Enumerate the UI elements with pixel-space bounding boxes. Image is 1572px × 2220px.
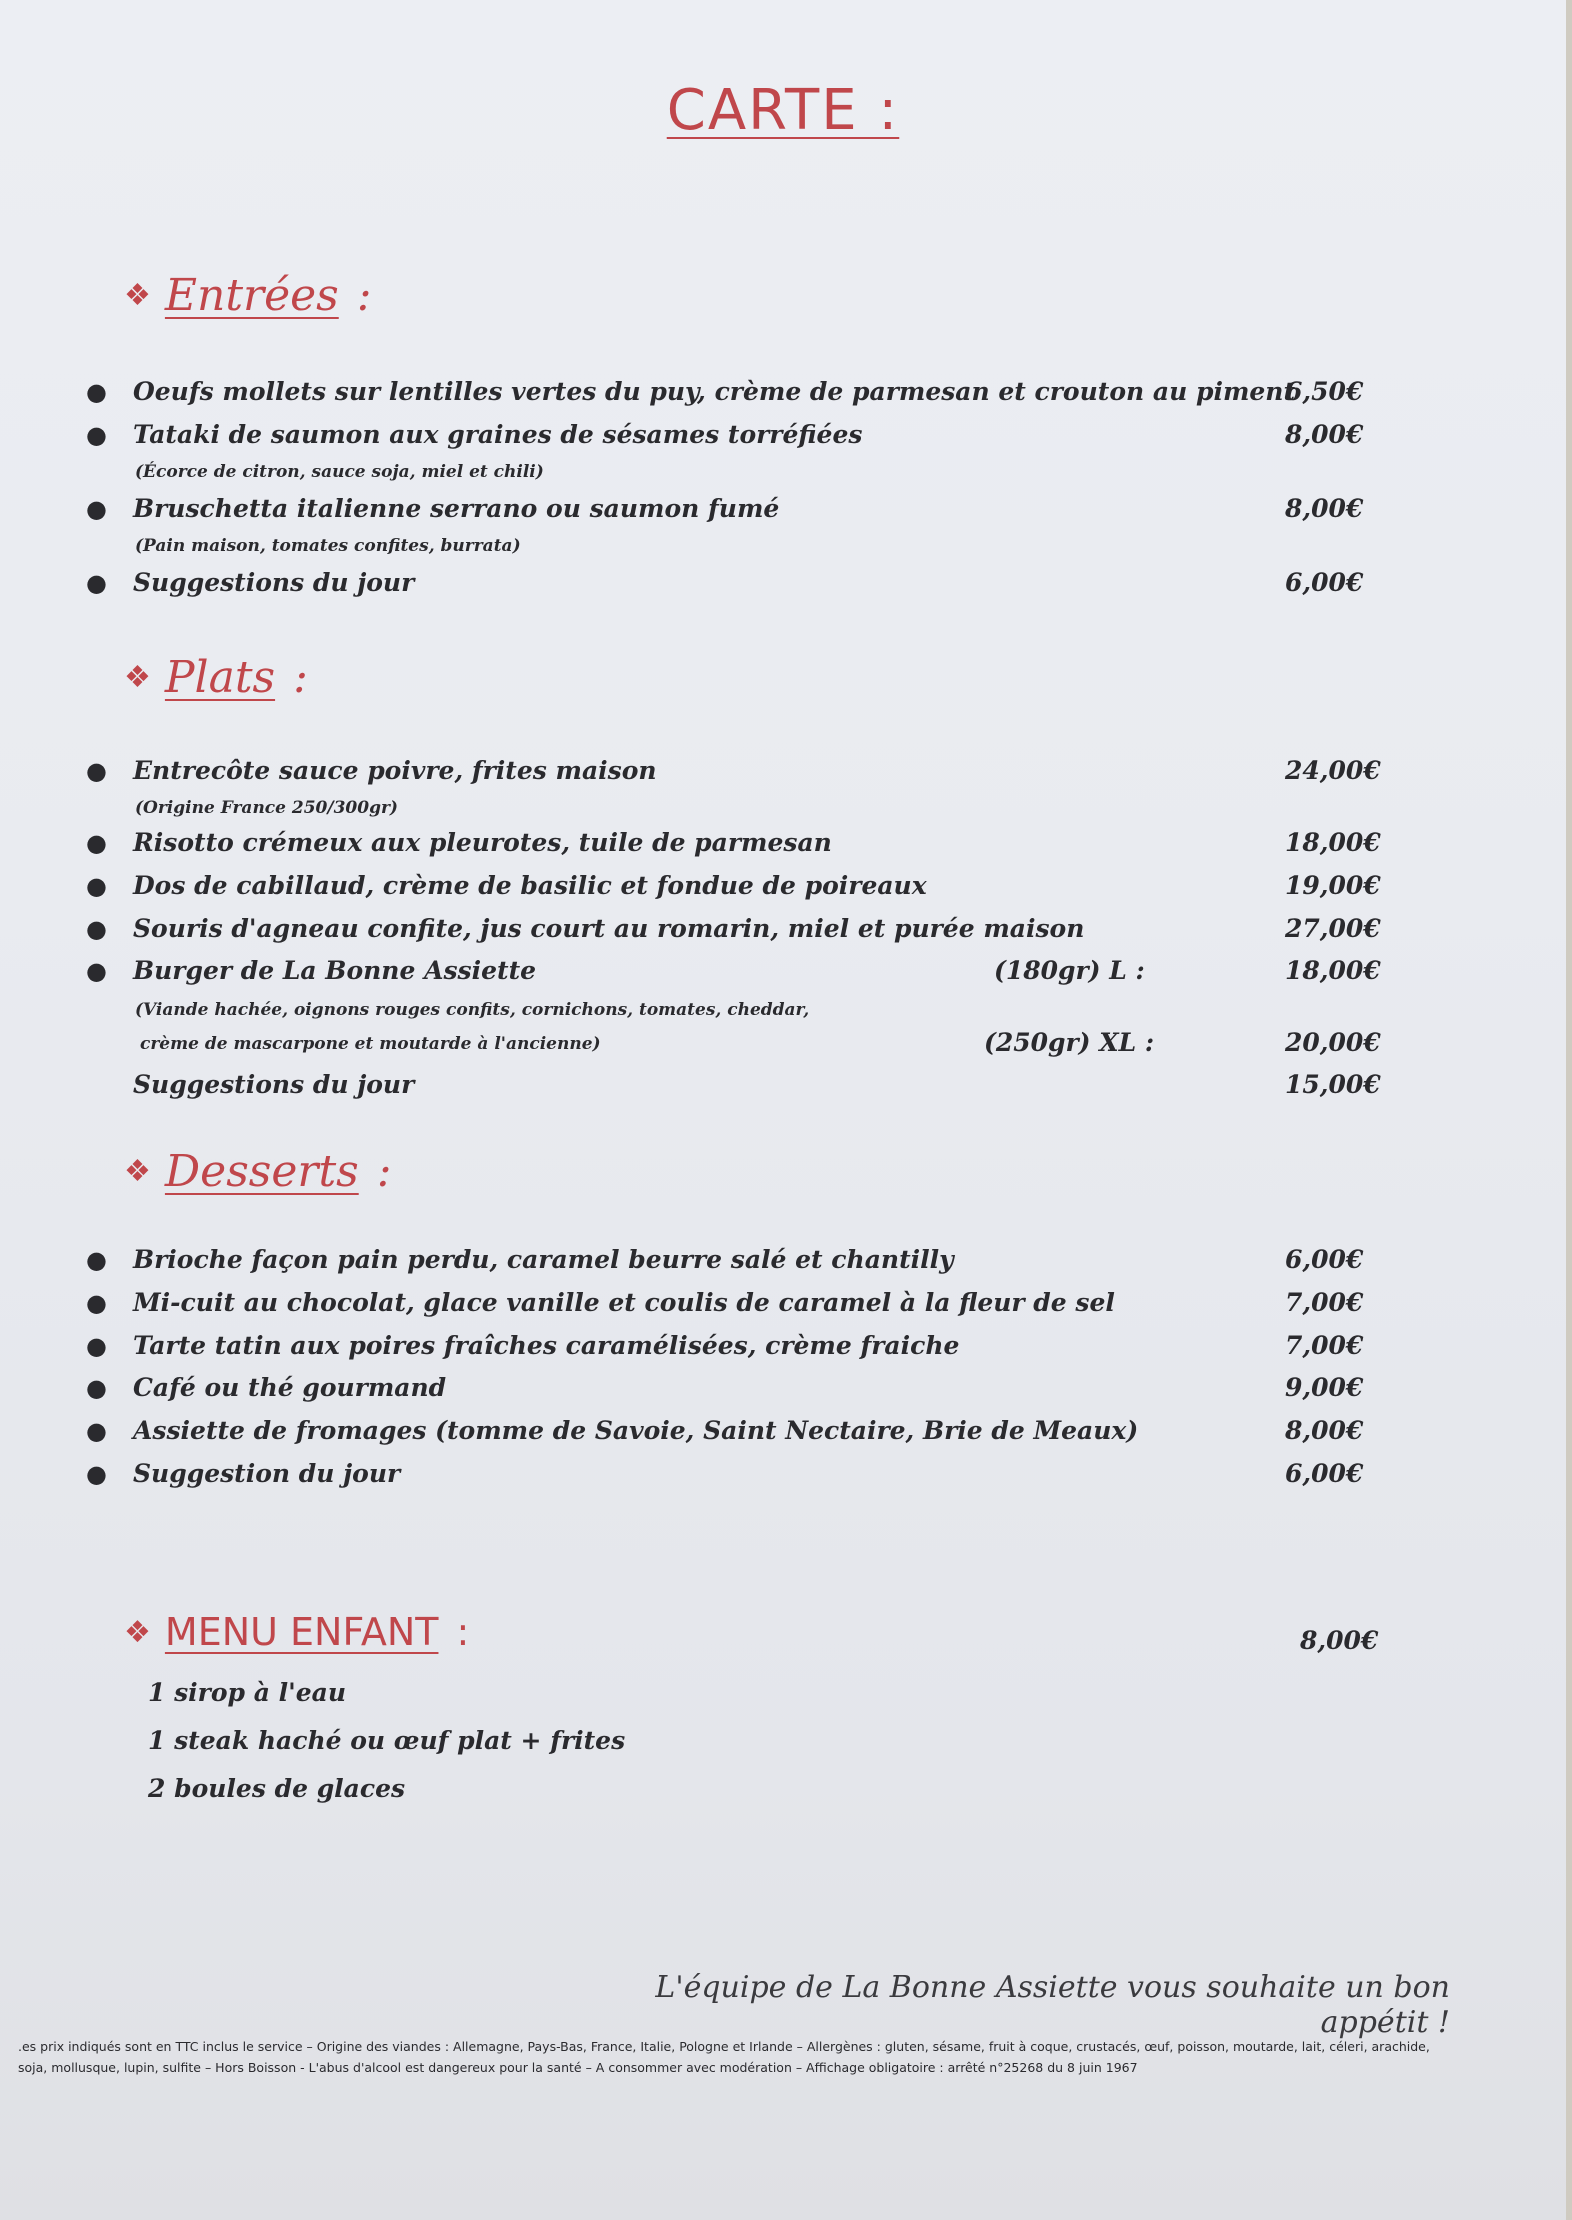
- diamond-icon: ❖: [124, 660, 151, 695]
- bullet-icon: ●: [86, 1245, 107, 1274]
- menu-item: ● Oeufs mollets sur lentilles vertes du puy, crème de parmesan et crouton au piment 6,50€: [86, 377, 1364, 406]
- bullet-icon: ●: [86, 1288, 107, 1317]
- menu-item: ● Tarte tatin aux poires fraîches caramélisées, crème fraiche 7,00€: [86, 1331, 1364, 1360]
- item-note: crème de mascarpone et moutarde à l'ancienne): [140, 1034, 601, 1054]
- bullet-icon: ●: [86, 420, 107, 449]
- menu-item: ● Suggestions du jour 6,00€: [86, 568, 1364, 597]
- section-heading-desserts: ❖ Desserts :: [124, 1146, 392, 1197]
- menu-item: ● Burger de La Bonne Assiette (180gr) L : 18,00€: [86, 956, 1381, 985]
- menu-item: ● Mi-cuit au chocolat, glace vanille et coulis de caramel à la fleur de sel 7,00€: [86, 1288, 1364, 1317]
- menu-item: Suggestions du jour 15,00€: [133, 1070, 1381, 1099]
- page-title: CARTE :: [666, 78, 900, 143]
- bullet-icon: ●: [86, 1416, 107, 1445]
- bullet-icon: ●: [86, 914, 107, 943]
- bullet-icon: ●: [86, 956, 107, 985]
- item-note: (Viande hachée, oignons rouges confits, cornichons, tomates, cheddar,: [135, 1000, 810, 1020]
- menu-item: crème de mascarpone et moutarde à l'ancienne) (250gr) XL : 20,00€: [140, 1028, 1381, 1057]
- bullet-icon: ●: [86, 1459, 107, 1488]
- menu-item: ● Suggestion du jour 6,00€: [86, 1459, 1364, 1488]
- bullet-icon: ●: [86, 1373, 107, 1402]
- menu-enfant-price-row: [0, 1626, 1572, 1666]
- menu-enfant-line: 1 steak haché ou œuf plat + frites: [148, 1726, 626, 1755]
- portion-size: (250gr) XL :: [984, 1028, 1155, 1057]
- menu-enfant-line: 2 boules de glaces: [148, 1774, 406, 1803]
- bullet-icon: ●: [86, 1331, 107, 1360]
- menu-enfant-line: 1 sirop à l'eau: [148, 1678, 347, 1707]
- diamond-icon: ❖: [124, 1614, 151, 1650]
- item-note: (Écorce de citron, sauce soja, miel et chili): [135, 462, 544, 482]
- bullet-icon: ●: [86, 377, 107, 406]
- bullet-icon: ●: [86, 828, 107, 857]
- menu-item: ● Assiette de fromages (tomme de Savoie, Saint Nectaire, Brie de Meaux) 8,00€: [86, 1416, 1364, 1445]
- signature-text: L'équipe de La Bonne Assiette vous souhaite un bon appétit !: [655, 1970, 1450, 2040]
- legal-footer: [18, 2036, 1558, 2078]
- bullet-icon: ●: [86, 568, 107, 597]
- menu-item: ● Bruschetta italienne serrano ou saumon fumé 8,00€: [86, 494, 1364, 523]
- menu-item: ● Tataki de saumon aux graines de sésames torréfiées 8,00€: [86, 420, 1364, 449]
- diamond-icon: ❖: [124, 1154, 151, 1189]
- menu-enfant-price: 8,00€: [1300, 1626, 1379, 1655]
- item-note: (Origine France 250/300gr): [135, 798, 398, 818]
- menu-item: ● Entrecôte sauce poivre, frites maison 24,00€: [86, 756, 1381, 785]
- bullet-icon: ●: [86, 494, 107, 523]
- diamond-icon: ❖: [124, 278, 151, 313]
- menu-item: ● Dos de cabillaud, crème de basilic et fondue de poireaux 19,00€: [86, 871, 1381, 900]
- section-heading-plats: ❖ Plats :: [124, 652, 308, 703]
- footer-line: .es prix indiqués sont en TTC inclus le service – Origine des viandes : Allemagne, Pays-Bas, France, Italie, Pologne et Irlande – Allergènes : gluten, sésame, fruit à coque, crustacés, œuf, poisson, moutarde, lait, céleri, arachide,: [18, 2039, 1430, 2054]
- section-heading-menu-enfant: ❖ MENU ENFANT :: [124, 1610, 470, 1654]
- menu-item: ● Risotto crémeux aux pleurotes, tuile de parmesan 18,00€: [86, 828, 1381, 857]
- menu-item: ● Brioche façon pain perdu, caramel beurre salé et chantilly 6,00€: [86, 1245, 1364, 1274]
- section-heading-entrees: ❖ Entrées :: [124, 270, 372, 321]
- menu-item: ● Souris d'agneau confite, jus court au romarin, miel et purée maison 27,00€: [86, 914, 1381, 943]
- item-note: (Pain maison, tomates confites, burrata): [135, 536, 521, 556]
- menu-item: ● Café ou thé gourmand 9,00€: [86, 1373, 1364, 1402]
- portion-size: (180gr) L :: [994, 956, 1145, 985]
- bullet-icon: ●: [86, 756, 107, 785]
- bullet-icon: ●: [86, 871, 107, 900]
- footer-line: soja, mollusque, lupin, sulfite – Hors Boisson - L'abus d'alcool est dangereux pour la santé – A consommer avec modération – Affichage obligatoire : arrêté n°25268 du 8 juin 1967: [18, 2060, 1138, 2075]
